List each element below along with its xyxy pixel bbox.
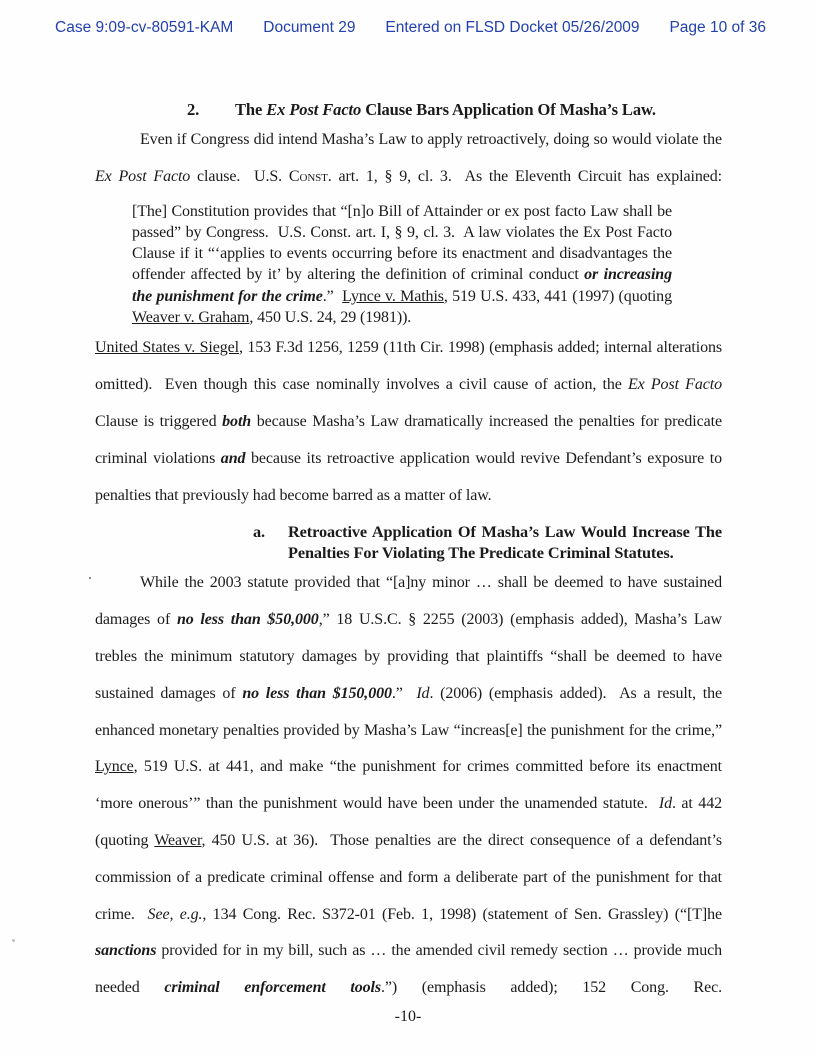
block-quote: [The] Constitution provides that “[n]o Bill of Attainder or ex post facto Law shall be passed” by Congress. U.S. Const. art. I, § 9, cl. 3. A law violates the Ex Post Facto Clause if it “‘applies to events occurring before its enactment and disadvantages the offender affected by it’ by altering the definition of criminal conduct or increasing the punishment for the crime.” Lynce v. Mathis, 519 U.S. 433, 441 (1997) (quoting Weaver v. Graham, 450 U.S. 24, 29 (1981)).	[132, 202, 676, 327]
paragraph-damages: While the 2003 statute provided that “[a]ny minor … shall be deemed to have sustained damages of no less than $50,000,” 18 U.S.C. § 2255 (2003) (emphasis added), Masha’s Law trebles the minimum statutory damages by providing that plaintiffs “shall be deemed to have sustained damages of no less than $150,000.” Id. (2006) (emphasis added). As a result, the enhanced monetary penalties provided by Masha’s Law “increas[e] the punishment for the crime,” Lynce, 519 U.S. at 441, and make “the punishment for crimes committed before its enactment ‘more onerous’” than the punishment would have been under the unamended statute. Id. at 442 (quoting Weaver, 450 U.S. at 36). Those penalties are the direct consequence of a defendant’s commission of a predicate criminal offense and form a deliberate part of the punishment for that crime. See, e.g., 134 Cong. Rec. S372-01 (Feb. 1, 1998) (statement of Sen. Grassley) (“[T]he sanctions provided for in my bill, such as … the amended civil remedy section … provide much needed criminal enforcement tools.”) (emphasis added); 152 Cong. Rec.	[95, 574, 726, 997]
scan-artifact-dot	[89, 577, 91, 579]
subsection-heading-number: a.	[253, 522, 266, 542]
page-number: -10-	[394, 1008, 422, 1025]
subsection-heading	[253, 521, 722, 563]
subsection-heading-text: Retroactive Application Of Masha’s Law Would Increase The Penalties For Violating The Predicate Criminal Statutes.	[288, 522, 722, 563]
docket-document-number: Document 29	[263, 19, 356, 36]
section-heading-number: 2.	[187, 100, 200, 119]
docket-header	[55, 19, 766, 37]
docket-page-info: Page 10 of 36	[669, 19, 766, 36]
docket-entered-date: Entered on FLSD Docket 05/26/2009	[385, 19, 640, 36]
section-heading-text: The Ex Post Facto Clause Bars Application Of Masha’s Law.	[235, 100, 656, 119]
docket-case-number: Case 9:09-cv-80591-KAM	[55, 19, 234, 36]
paragraph-siegel: United States v. Siegel, 153 F.3d 1256, 1259 (11th Cir. 1998) (emphasis added; internal alterations omitted). Even though this case nominally involves a civil cause of action, the Ex Post Facto Clause is triggered both because Masha’s Law dramatically increased the penalties for predicate criminal violations and because its retroactive application would revive Defendant’s exposure to penalties that previously had become barred as a matter of law.	[95, 339, 726, 504]
page-number-footer	[0, 1008, 816, 1026]
scan-artifact-dot	[12, 939, 15, 942]
paragraph-intro: Even if Congress did intend Masha’s Law to apply retroactively, doing so would violate the Ex Post Facto clause. U.S. Const. art. 1, § 9, cl. 3. As the Eleventh Circuit has explained:	[95, 131, 726, 185]
section-heading	[187, 100, 722, 120]
document-body	[95, 95, 726, 1007]
